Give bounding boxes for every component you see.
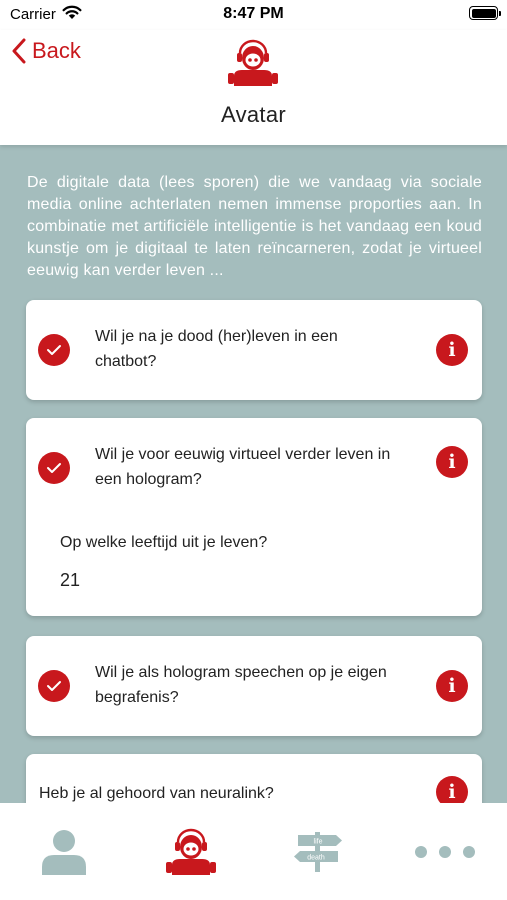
checkmark-icon	[46, 344, 62, 356]
sign-death-text: death	[306, 854, 325, 861]
question-card	[26, 300, 482, 400]
info-icon[interactable]	[436, 334, 468, 366]
back-label: Back	[32, 38, 81, 63]
info-icon[interactable]	[436, 446, 468, 478]
tab-avatar[interactable]	[127, 803, 254, 900]
sign-life-text: life	[313, 838, 322, 845]
info-icon[interactable]	[436, 670, 468, 702]
intro-text: De digitale data (lees sporen) die we vandaag via sociale media online achterlaten nemen immense proporties aan. In combinatie met artificiële intelligentie is het vandaag een koud kunstje om je digitaal te laten reïncarneren, zodat je virtueel eeuwig kan verder leven ...	[27, 174, 482, 279]
status-bar	[0, 0, 507, 30]
page-title: Avatar	[221, 102, 286, 127]
more-dots-icon	[415, 846, 475, 858]
info-glyph: i	[448, 780, 456, 803]
age-question-label: Op welke leeftijd uit je leven?	[60, 534, 268, 551]
battery-icon	[469, 6, 498, 20]
question-text: Wil je als hologram speechen op je eigen begrafenis?	[95, 664, 387, 706]
info-glyph: i	[448, 338, 456, 361]
status-time: 8:47 PM	[223, 5, 284, 22]
check-icon[interactable]	[38, 452, 70, 484]
check-icon[interactable]	[38, 334, 70, 366]
checkmark-icon	[46, 680, 62, 692]
question-text: Wil je voor eeuwig virtueel verder leven in een hologram?	[95, 446, 391, 488]
age-input[interactable]: 21	[60, 570, 81, 590]
question-card	[26, 418, 482, 616]
back-button[interactable]	[12, 38, 81, 64]
question-text: Wil je na je dood (her)leven in een chatbot?	[95, 328, 338, 370]
check-icon[interactable]	[38, 670, 70, 702]
tab-profile[interactable]	[0, 803, 127, 900]
question-card	[26, 636, 482, 736]
info-glyph: i	[448, 674, 456, 697]
chevron-left-icon	[12, 38, 26, 64]
tab-bar	[0, 803, 507, 900]
info-glyph: i	[448, 450, 456, 473]
tab-more[interactable]	[381, 803, 507, 900]
person-icon	[40, 829, 88, 875]
carrier-label: Carrier	[10, 6, 56, 23]
tab-life-death[interactable]	[254, 803, 381, 900]
checkmark-icon	[46, 462, 62, 474]
robot-avatar-icon	[163, 828, 219, 876]
nav-header	[0, 30, 507, 145]
question-text: Heb je al gehoord van neuralink?	[39, 785, 274, 802]
signpost-icon	[292, 832, 344, 872]
robot-avatar-icon	[225, 39, 281, 87]
